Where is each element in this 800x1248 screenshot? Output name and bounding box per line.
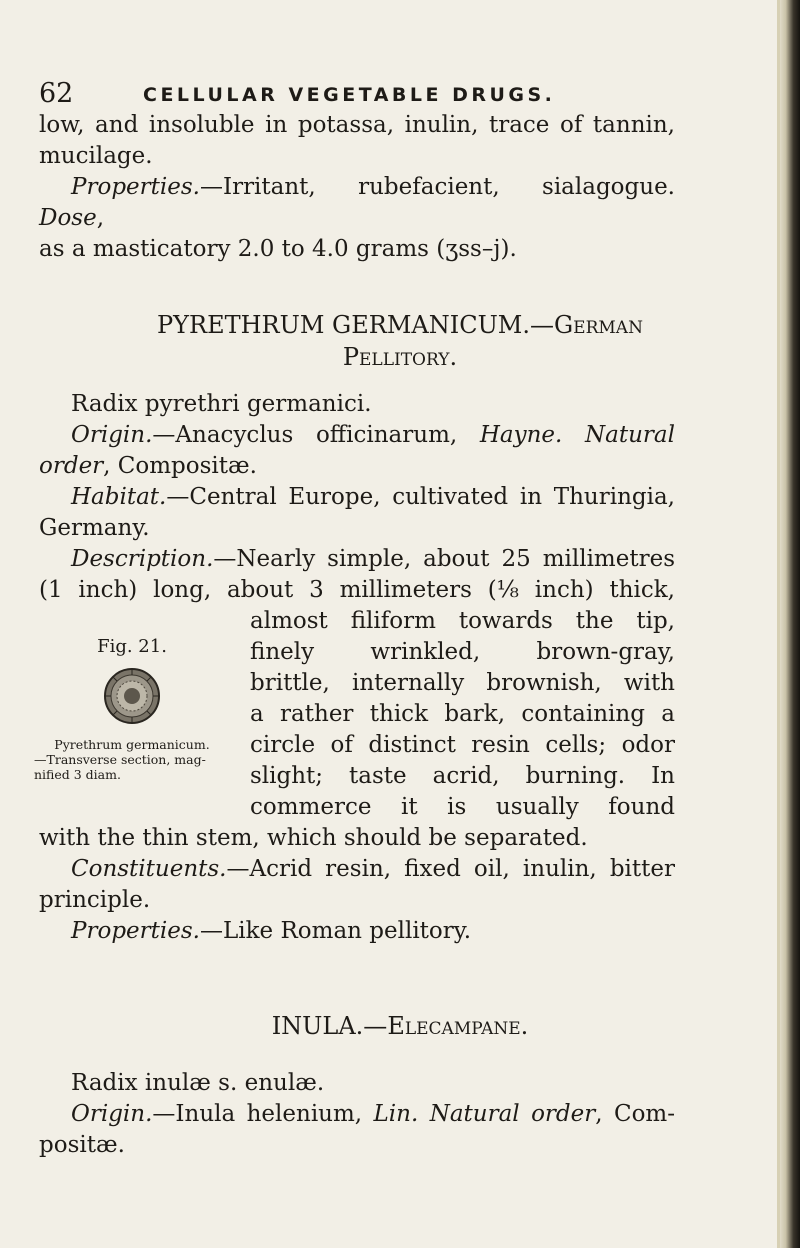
properties-text-2: —Like Roman pellitory. xyxy=(199,918,472,944)
origin-natural: Natural xyxy=(585,422,675,448)
order-family: , Compositæ. xyxy=(103,453,257,479)
pyrethrum-block xyxy=(39,389,675,606)
intro-block xyxy=(39,110,675,265)
pyrethrum-radix: Radix pyrethri germanici. xyxy=(71,391,372,417)
pyrethrum-constituents xyxy=(39,854,675,885)
constituents-text: —Acrid resin, fixed oil, inulin, bitter xyxy=(226,856,675,882)
inula-block xyxy=(39,1068,675,1161)
figure-caption-line-2: —Transverse section, mag- xyxy=(34,752,206,767)
pyrethrum-habitat xyxy=(39,482,675,513)
dose-line-2: as a masticatory 2.0 to 4.0 grams (ʒss–j). xyxy=(39,236,517,262)
habitat-line-2: Germany. xyxy=(39,515,150,541)
wrap-line: brittle, internally brownish, with xyxy=(250,670,675,696)
pyrethrum-heading-german: German xyxy=(554,311,643,339)
origin-label: Origin. xyxy=(71,422,153,448)
pyrethrum-description xyxy=(39,544,675,575)
page-number: 62 xyxy=(39,78,74,109)
habitat-label: Habitat. xyxy=(71,484,167,510)
inula-heading-main: INULA.— xyxy=(271,1012,388,1040)
wrap-line: slight; taste acrid, burning. In xyxy=(250,763,675,789)
wrap-line: finely wrinkled, brown-gray, xyxy=(250,639,675,665)
inula-heading xyxy=(0,1010,800,1042)
figure-21 xyxy=(34,636,230,782)
intro-properties xyxy=(39,172,675,234)
description-line-2: (1 inch) long, about 3 millimeters (⅛ inch) thick, xyxy=(39,577,675,603)
wrap-line: commerce it is usually found xyxy=(250,794,675,820)
pyrethrum-heading xyxy=(0,309,800,341)
running-title: CELLULAR VEGETABLE DRUGS. xyxy=(143,84,556,106)
wrap-line: a rather thick bark, containing a xyxy=(250,701,675,727)
description-after: with the thin stem, which should be separated. xyxy=(39,825,588,851)
figure-caption-line-3: nified 3 diam. xyxy=(34,767,121,782)
pyrethrum-block-2 xyxy=(39,823,675,947)
inula-origin-author: Lin. xyxy=(373,1101,419,1127)
pyrethrum-origin xyxy=(39,420,675,451)
inula-origin-label: Origin. xyxy=(71,1101,153,1127)
inula-natural-order: Natural order xyxy=(429,1101,596,1127)
constituents-line-2: principle. xyxy=(39,887,151,913)
pyrethrum-order xyxy=(39,451,675,482)
inula-radix: Radix inulæ s. enulæ. xyxy=(71,1070,325,1096)
description-label: Description. xyxy=(71,546,214,572)
figure-label: Fig. 21. xyxy=(97,636,167,657)
page-header xyxy=(39,78,556,109)
transverse-section-illustration xyxy=(102,665,162,727)
book-spine-edge xyxy=(777,0,780,1248)
origin-text: —Anacyclus officinarum, xyxy=(152,422,480,448)
order-label: order xyxy=(39,453,104,479)
wrap-line: circle of distinct resin cells; odor xyxy=(250,732,675,758)
book-spine-shadow xyxy=(778,0,800,1248)
pyrethrum-heading-main: PYRETHRUM GERMANICUM.— xyxy=(157,311,554,339)
dose-comma: , xyxy=(96,205,105,231)
dose-label: Dose xyxy=(39,205,97,231)
figure-caption xyxy=(34,737,230,782)
inula-origin-text: —Inula helenium, xyxy=(152,1101,374,1127)
properties-label: Properties. xyxy=(71,174,200,200)
constituents-label: Constituents. xyxy=(71,856,227,882)
pyrethrum-properties xyxy=(39,916,675,947)
properties-label-2: Properties. xyxy=(71,918,200,944)
description-wrap xyxy=(250,606,675,823)
inula-origin-line-2: positæ. xyxy=(39,1132,125,1158)
habitat-text: —Central Europe, cultivated in Thuringia, xyxy=(166,484,675,510)
description-text: —Nearly simple, about 25 millimetres xyxy=(213,546,675,572)
figure-caption-line-1: Pyrethrum germanicum. xyxy=(54,737,210,752)
origin-author: Hayne. xyxy=(479,422,563,448)
properties-text: —Irritant, rubefacient, sialagogue. xyxy=(199,174,675,200)
intro-line-2: mucilage. xyxy=(39,143,153,169)
intro-line-1: low, and insoluble in potassa, inulin, trace of tannin, xyxy=(39,112,675,138)
wrap-line: almost filiform towards the tip, xyxy=(250,608,675,634)
pyrethrum-heading-line2: Pellitory. xyxy=(342,343,458,371)
inula-origin-tail: , Com- xyxy=(595,1101,675,1127)
inula-heading-elecampane: Elecampane. xyxy=(387,1012,529,1040)
inula-origin xyxy=(39,1099,675,1130)
